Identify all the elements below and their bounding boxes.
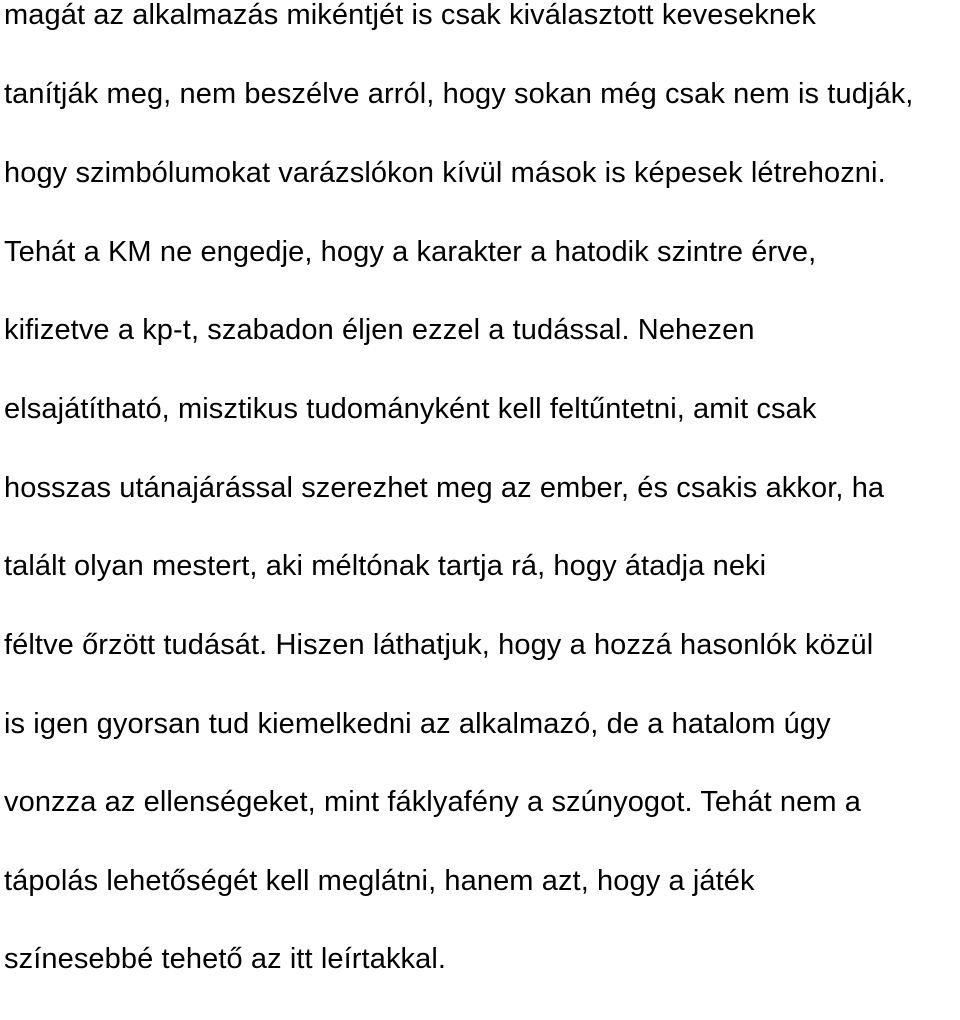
text-line: hosszas utánajárással szerezhet meg az ember, és csakis akkor, ha — [4, 472, 885, 504]
text-line: vonzza az ellenségeket, mint fáklyafény a szúnyogot. Tehát nem a — [4, 786, 862, 818]
text-line: is igen gyorsan tud kiemelkedni az alkalmazó, de a hatalom úgy — [4, 708, 831, 740]
text-line: magát az alkalmazás mikéntjét is csak kiválasztott keveseknek — [4, 0, 816, 31]
text-line: kifizetve a kp-t, szabadon éljen ezzel a tudással. Nehezen — [4, 314, 755, 346]
text-line: tápolás lehetőségét kell meglátni, hanem azt, hogy a játék — [4, 865, 755, 897]
text-line: hogy szimbólumokat varázslókon kívül mások is képesek létrehozni. — [4, 157, 886, 189]
text-line: elsajátítható, misztikus tudományként kell feltűntetni, amit csak — [4, 393, 817, 425]
text-line: tanítják meg, nem beszélve arról, hogy sokan még csak nem is tudják, — [4, 78, 914, 110]
text-line: színesebbé tehető az itt leírtakkal. — [4, 943, 447, 975]
text-line: talált olyan mestert, aki méltónak tartja rá, hogy átadja neki — [4, 550, 767, 582]
text-line: Tehát a KM ne engedje, hogy a karakter a hatodik szintre érve, — [4, 236, 817, 268]
text-line: féltve őrzött tudását. Hiszen láthatjuk, hogy a hozzá hasonlók közül — [4, 629, 874, 661]
